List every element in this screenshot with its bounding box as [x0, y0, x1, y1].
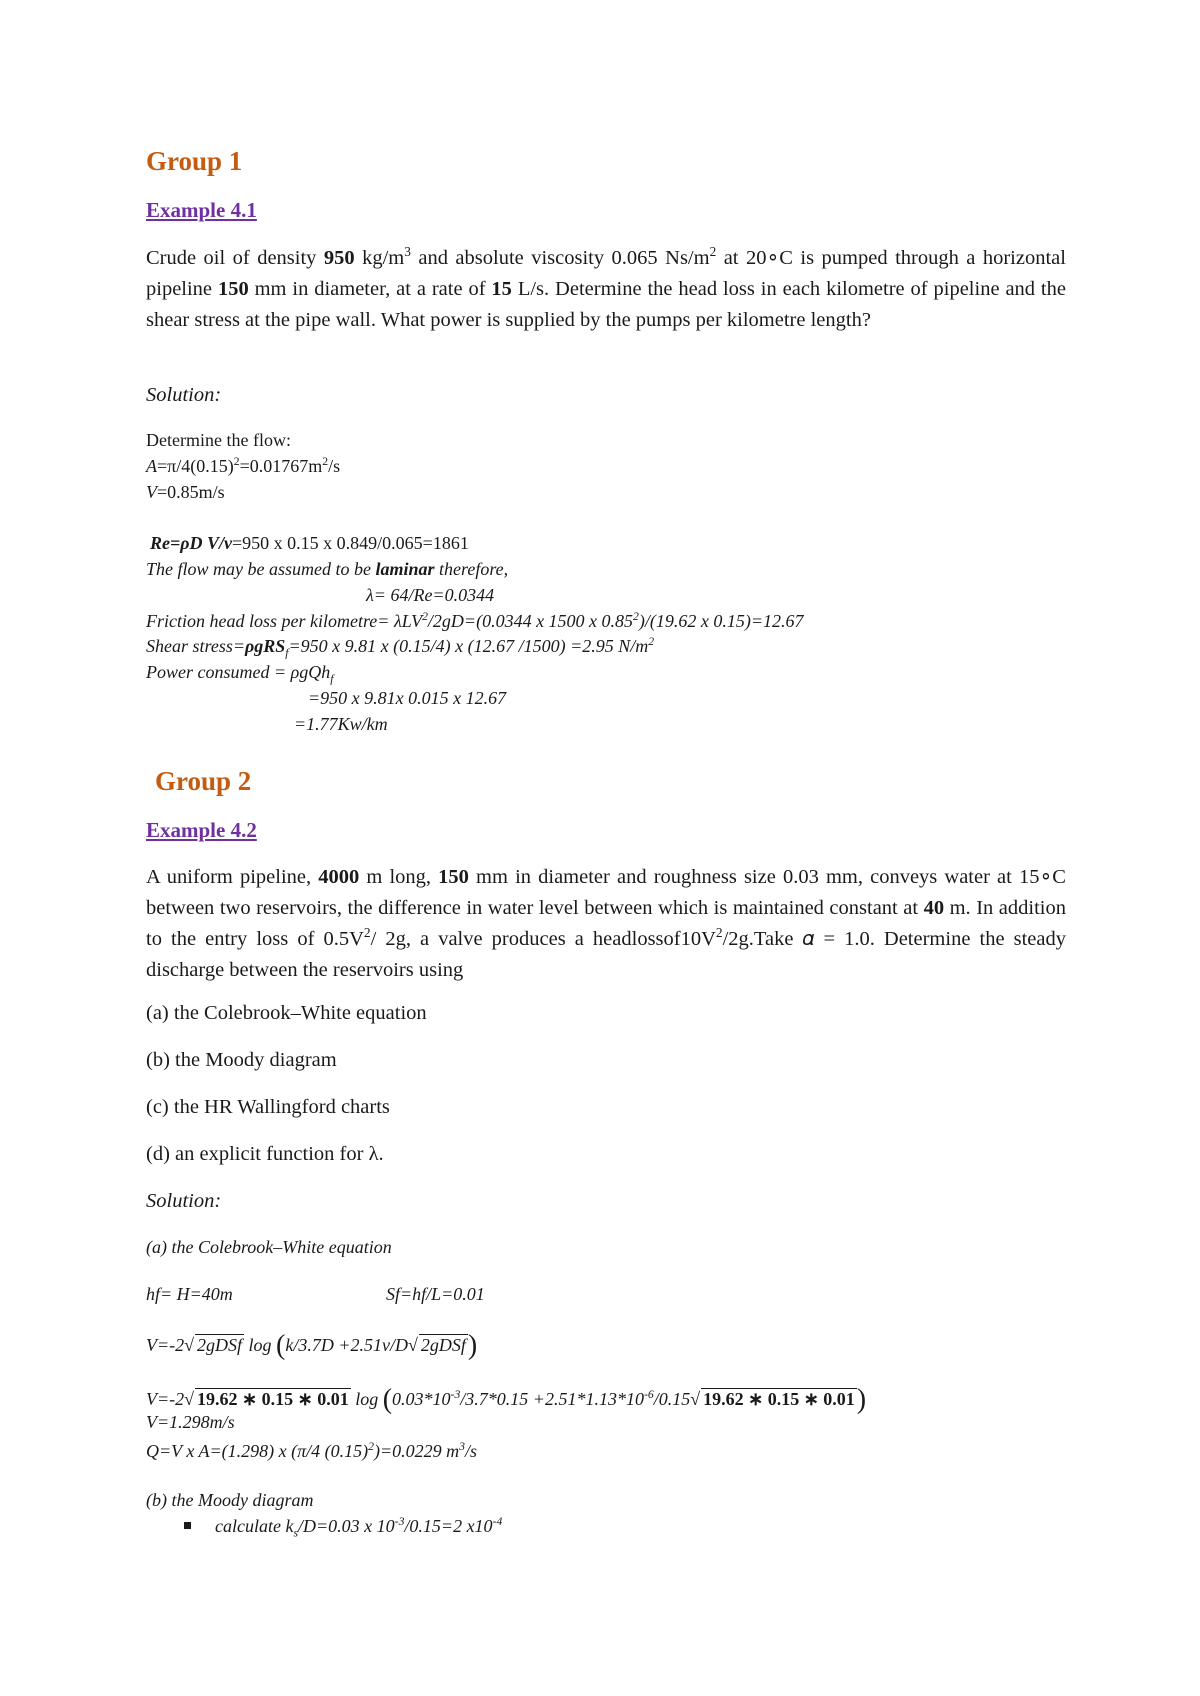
- part-b-heading: (b) the Moody diagram: [146, 1490, 314, 1510]
- area-calc: $A=\pi/4(0.15)^2=0.01767m^2/s$: [146, 455, 341, 476]
- power-result: =1.77Kw/km: [294, 714, 388, 734]
- velocity-result: V=1.298m/s: [146, 1412, 235, 1432]
- option-b: (b) the Moody diagram: [146, 1049, 337, 1071]
- part-a-heading: (a) the Colebrook–White equation: [146, 1237, 392, 1257]
- example-4-2-problem: A uniform pipeline, 4000 m long, 150 mm in diameter and roughness size 0.03 mm, conveys water at 15∘C between two reservoirs, the difference in water level between which is maintained constant at 40 m. In addition to the entry loss of $0.5V^2/$ 2g, a valve produces a $headlossof10V^2/2g.Take$ 𝛼 = 1.0. Determine the steady discharge between the reservoirs using: [146, 866, 1066, 981]
- option-c: (c) the HR Wallingford charts: [146, 1096, 390, 1118]
- discharge-result: Q=V x A=(1.298) x (π/4 $(0.15)^2)=0.0229$ $m^3/s$: [146, 1440, 477, 1461]
- shear-stress: Shear stress=ρgRS$_f$=950 x 9.81 x (0.15/4) x (12.67 /1500) =2.95 $N/m^2$: [146, 635, 655, 660]
- group-2-heading: Group 2: [155, 766, 252, 796]
- colebrook-equation: V=-2√ 2gDSf log (k/3.7D +2.51ν/D√ 2gDSf): [146, 1330, 478, 1361]
- solution-label-1: Solution:: [146, 384, 222, 406]
- option-a: (a) the Colebrook–White equation: [146, 1002, 427, 1024]
- power-consumed: Power consumed = ρgQh$_f$: [146, 662, 334, 686]
- hf-value: hf= H=40m: [146, 1284, 233, 1304]
- solution-label-2: Solution:: [146, 1190, 222, 1212]
- example-4-2-heading: Example 4.2: [146, 818, 257, 842]
- option-d: (d) an explicit function for λ.: [146, 1143, 384, 1165]
- example-4-1-problem: Crude oil of density 950 $kg/m^3$ and absolute viscosity 0.065 $Ns/m^2$ at 20∘C is pumped through a horizontal pipeline 150 mm in diameter, at a rate of 15 L/s. Determine the head loss in each kilometre of pipeline and the shear stress at the pipe wall. What power is supplied by the pumps per kilometre length?: [146, 244, 1066, 331]
- reynolds-calc: Re=ρD V/ν=950 x 0.15 x 0.849/0.065=1861: [150, 533, 469, 553]
- sf-value: Sf=hf/L=0.01: [386, 1284, 485, 1304]
- bullet-icon: [184, 1522, 191, 1529]
- power-calc: =950 x 9.81x 0.015 x 12.67: [308, 688, 507, 708]
- bullet-roughness-ratio: calculate $k_s/D=0.03$ x $10^{-3}/0.15=2$ $x10^{-4}$: [184, 1516, 502, 1537]
- colebrook-substituted: V=-2√ 19.62 ∗ 0.15 ∗ 0.01 $\log (0.03*10^{-3}/3.7*0.15 +2.51*1.13*10^{-6}/0.15√$ 19.62 ∗ 0.15 ∗ 0.01): [146, 1384, 867, 1415]
- group-1-heading: Group 1: [146, 146, 243, 176]
- lambda-calc: λ= 64/Re=0.0344: [366, 585, 495, 605]
- velocity-calc: V=0.85m/s: [146, 482, 225, 502]
- determine-flow: Determine the flow:: [146, 430, 291, 450]
- laminar-note: The flow may be assumed to be laminar therefore,: [146, 559, 509, 579]
- friction-head-loss: Friction head loss per kilometre= λLV$^2$/2gD=(0.0344 x 1500 x 0.85$^2$)/(19.62 x 0.15)=12.67: [146, 610, 804, 631]
- example-4-1-heading: Example 4.1: [146, 198, 257, 222]
